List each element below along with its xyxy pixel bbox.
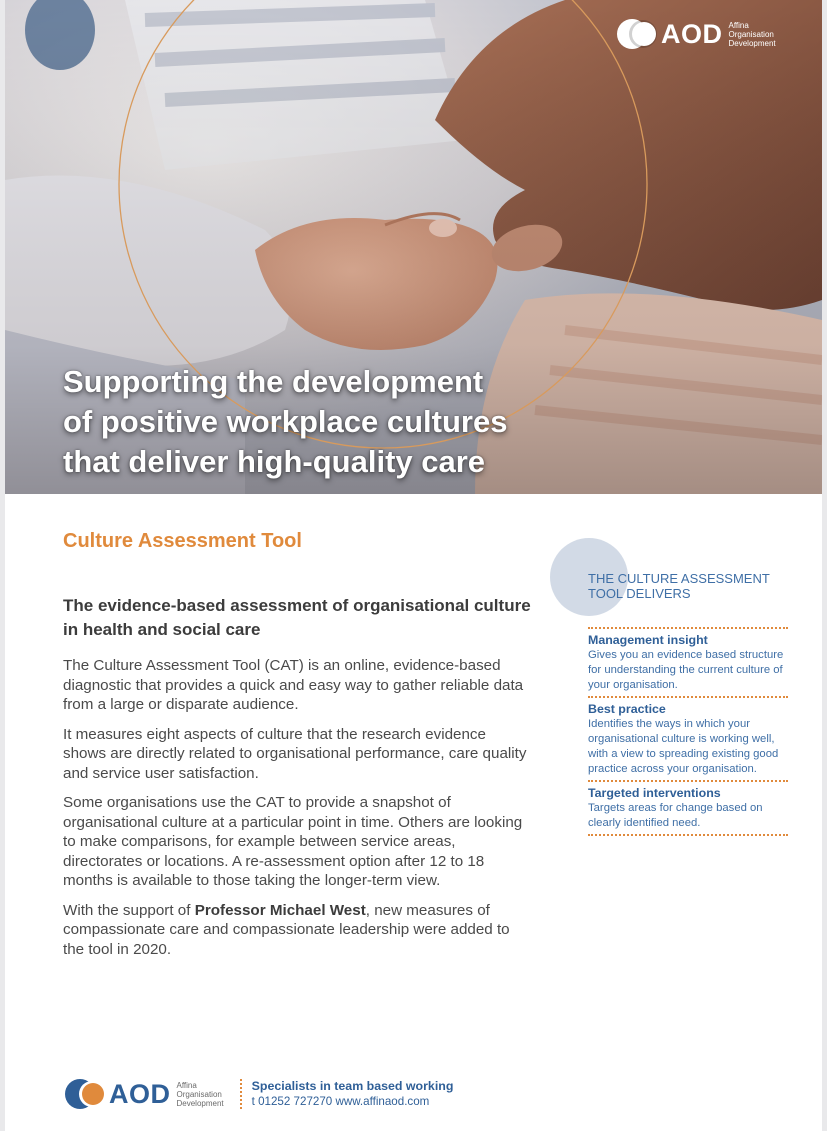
footer-text bbox=[252, 1079, 454, 1109]
dotted-divider bbox=[588, 696, 788, 698]
sidebar-item-title: Targeted interventions bbox=[588, 786, 721, 800]
logo-subtext-line: Affina bbox=[728, 20, 749, 30]
body-text bbox=[63, 656, 533, 969]
sidebar-list bbox=[588, 627, 788, 840]
logo-subtext-line: Organisation bbox=[176, 1089, 222, 1099]
logo-subtext-line: Affina bbox=[176, 1080, 197, 1090]
footer-logo-wordmark: AOD bbox=[109, 1078, 171, 1109]
body-paragraph: Some organisations use the CAT to provide a snapshot of organisational culture at a particular point in time. Others are looking to make comparisons, for example between service areas, directorates or locations. A re-assessment option after 12 to 18 months is available to those taking the longer-term view. bbox=[63, 794, 523, 889]
sidebar-item bbox=[588, 702, 788, 777]
hero-title-line: that deliver high-quality care bbox=[63, 444, 486, 479]
section-title: Culture Assessment Tool bbox=[63, 530, 302, 552]
body-paragraph: It measures eight aspects of culture that the research evidence shows are directly related to organisational performance, care quality and service user satisfaction. bbox=[63, 725, 527, 782]
logo-subtext-line: Development bbox=[176, 1098, 224, 1108]
footer-logo-subtext bbox=[177, 1081, 224, 1108]
body-text-span: , new measures of compassionate care and compassionate leadership were added to the tool in 2020. bbox=[63, 901, 510, 958]
dotted-divider bbox=[588, 834, 788, 836]
hero-title-line: Supporting the development bbox=[63, 364, 484, 399]
sidebar-item-desc: Gives you an evidence based structure for understanding the current culture of your organisation. bbox=[588, 649, 784, 691]
logo-subtext-line: Organisation bbox=[728, 29, 774, 39]
body-paragraph: The Culture Assessment Tool (CAT) is an online, evidence-based diagnostic that provides a quick and easy way to gather reliable data from a large or disparate audience. bbox=[63, 657, 524, 713]
sidebar-item-desc: Targets areas for change based on clearly identified need. bbox=[588, 802, 763, 829]
body-paragraph bbox=[63, 901, 533, 960]
logo-subtext-line: Development bbox=[728, 38, 776, 48]
dotted-divider bbox=[588, 780, 788, 782]
footer bbox=[63, 1076, 453, 1112]
footer-contact[interactable]: t 01252 727270 www.affinaod.com bbox=[251, 1095, 430, 1108]
sidebar-item bbox=[588, 786, 788, 831]
professor-name: Professor Michael West bbox=[194, 901, 366, 919]
dotted-divider bbox=[588, 627, 788, 629]
logo-subtext bbox=[729, 21, 776, 48]
sidebar-heading: THE CULTURE ASSESSMENT TOOL DELIVERS bbox=[588, 571, 770, 601]
logo-wordmark: AOD bbox=[661, 18, 723, 49]
footer-dotted-separator bbox=[240, 1079, 242, 1109]
body-text-span: With the support of bbox=[63, 901, 195, 919]
hero-title-line: of positive workplace cultures bbox=[63, 404, 508, 439]
header-logo bbox=[615, 14, 776, 54]
footer-tagline: Specialists in team based working bbox=[251, 1079, 454, 1093]
sidebar-item-desc: Identifies the ways in which your organisational culture is working well, with a view to spreading existing good practice across your organisation. bbox=[588, 718, 779, 775]
hero-title bbox=[63, 362, 623, 482]
sidebar-item-title: Best practice bbox=[588, 702, 666, 716]
aod-logo-icon bbox=[615, 15, 659, 53]
brochure-page bbox=[5, 0, 822, 1131]
sidebar-item bbox=[588, 633, 788, 693]
section-subtitle: The evidence-based assessment of organisational culture in health and social care bbox=[63, 596, 531, 639]
hero-section bbox=[5, 0, 822, 494]
aod-logo-icon bbox=[63, 1075, 107, 1113]
sidebar-item-title: Management insight bbox=[588, 633, 708, 647]
